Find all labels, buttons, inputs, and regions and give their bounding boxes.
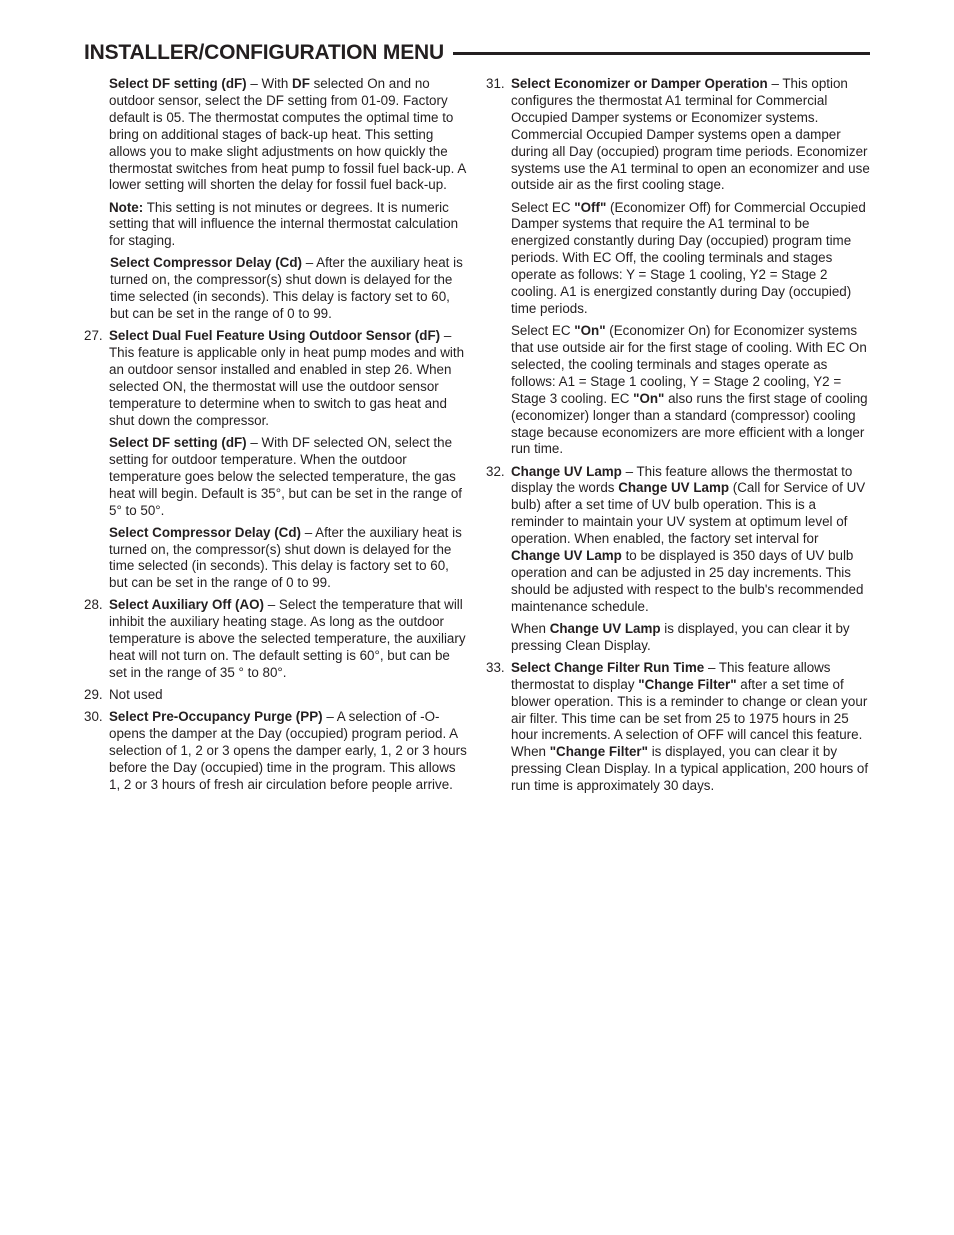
ec-on-label: "On" xyxy=(633,390,665,406)
compressor-delay-title: Select Compressor Delay (Cd) xyxy=(109,524,301,540)
item-number: 33. xyxy=(486,659,505,675)
list-item-28: 28. Select Auxiliary Off (AO) – Select the temperature that will inhibit the auxiliary heating stage. As long as the outdoor temperature is above the selected temperature, the auxiliary heat will not turn on. The default setting is 60°, but can be set in the range of 35 ° to 80°. xyxy=(84,597,466,681)
change-filter-label: "Change Filter" xyxy=(549,744,648,760)
list-item-27: 27. Select Dual Fuel Feature Using Outdoor Sensor (dF) – This feature is applicable only in heat pump modes and with an outdoor sensor installed and enabled in step 26. When selected ON, the thermostat will use the outdoor sensor temperature to determine when to switch to gas heat and shut down the compressor. xyxy=(84,328,465,428)
compressor-delay-title: Select Compressor Delay (Cd) xyxy=(110,255,302,271)
df-label: DF xyxy=(292,76,310,91)
uv-lamp-label: Change UV Lamp xyxy=(618,480,730,496)
compressor-delay-paragraph-2: Select Compressor Delay (Cd) – After the auxiliary heat is turned on, the compressor(s) shut down is delayed for the time selected (in seconds). This delay is factory set to 60, but can be set in the range of 0 to 99. xyxy=(109,524,462,591)
change-filter-title: Select Change Filter Run Time xyxy=(511,659,705,675)
ec-off-paragraph: Select EC "Off" (Economizer Off) for Commercial Occupied Damper systems that require the A1 terminal to be energized constantly during Day (occupied) program time periods. With EC Off, the cooling terminals and stages operate as follows: Y = Stage 1 cooling, Y2 = Stage 2 cooling. A1 is energized constantly during Day (occupied) time periods. xyxy=(511,199,866,316)
item-number: 28. xyxy=(84,597,103,613)
item-number: 29. xyxy=(84,687,103,703)
df-setting-title: Select DF setting (dF) xyxy=(109,434,247,450)
uv-lamp-label: Change UV Lamp xyxy=(549,620,661,636)
pre-occupancy-purge-title: Select Pre-Occupancy Purge (PP) xyxy=(109,709,323,725)
df-setting-outdoor-paragraph: Select DF setting (dF) – With DF selected ON, select the setting for outdoor temperature. When the outdoor temperature goes below the selected temperature, the gas heat will begin. Default is 35°, but can be set in the range of 5° to 50°. xyxy=(109,434,462,518)
uv-lamp-title: Change UV Lamp xyxy=(511,463,622,479)
item-number: 31. xyxy=(486,76,505,91)
left-column xyxy=(84,76,468,799)
auxiliary-off-title: Select Auxiliary Off (AO) xyxy=(109,597,265,613)
note-label: Note: xyxy=(109,199,144,215)
page-title: INSTALLER/CONFIGURATION MENU xyxy=(84,41,444,64)
list-item-29: 29. Not used xyxy=(84,687,163,703)
df-setting-paragraph: Select DF setting (dF) – With DF selected On and no outdoor sensor, select the DF setting from 01-09. Factory default is 05. The thermostat computes the optimal time to bring on additional stages of back-up heat. This setting allows you to make slight adjustments on how quickly the thermostat switches from heat pump to fossil fuel back-up. A lower setting will shorten the delay for fossil fuel back-up. xyxy=(109,76,466,193)
item-number: 30. xyxy=(84,709,103,725)
section-header xyxy=(84,38,870,68)
list-item-32: 32. Change UV Lamp – This feature allows the thermostat to display the words Change UV Lamp (Call for Service of UV bulb) after a set time of UV bulb operation. This is a reminder to maintain your UV system at optimum level of operation. When enabled, the factory set interval for Change UV Lamp to be displayed is 350 days of UV bulb operation and can be adjusted in 25 day increments. This should be adjusted with respect to the bulb's recommended maintenance schedule. xyxy=(486,463,866,614)
ec-on-label: "On" xyxy=(574,323,606,339)
item-number: 27. xyxy=(84,328,103,344)
dual-fuel-title: Select Dual Fuel Feature Using Outdoor Sensor (dF) xyxy=(109,328,441,344)
change-filter-label: "Change Filter" xyxy=(638,676,737,692)
uv-lamp-clear-paragraph: When Change UV Lamp is displayed, you can clear it by pressing Clean Display. xyxy=(511,620,850,653)
uv-lamp-label: Change UV Lamp xyxy=(511,548,622,564)
ec-on-paragraph: Select EC "On" (Economizer On) for Economizer systems that use outside air for the first stage of cooling. With EC On selected, the cooling terminals and stages operate as follows: A1 = Stage 1 cooling, Y = Stage 2 cooling, Y2 = Stage 3 cooling. EC "On" also runs the first stage of cooling (economizer) longer than a standard (compressor) cooling stage because economizers are more efficient with a longer run time. xyxy=(511,323,868,457)
compressor-delay-paragraph: Select Compressor Delay (Cd) – After the auxiliary heat is turned on, the compressor(s) shut down is delayed for the time selected (in seconds). This delay is factory set to 60, but can be set in the range of 0 to 99. xyxy=(110,255,463,322)
note-paragraph: Note: This setting is not minutes or degrees. It is numeric setting that will influence the internal thermostat calculation for staging. xyxy=(109,199,459,249)
df-setting-title: Select DF setting (dF) xyxy=(109,76,247,91)
item-number: 32. xyxy=(486,463,505,479)
economizer-title: Select Economizer or Damper Operation xyxy=(511,76,768,91)
list-item-30: 30. Select Pre-Occupancy Purge (PP) – A selection of -O- opens the damper at the Day (occupied) program period. A selection of 1, 2 or 3 opens the damper early, 1, 2 or 3 hours before the Day (occupied) time in the program. This allows 1, 2 or 3 hours of fresh air circulation before people arrive. xyxy=(84,709,467,792)
list-item-31: 31. Select Economizer or Damper Operation – This option configures the thermostat A1 terminal for Commercial Occupied Damper systems or Economizer systems. Commercial Occupied Damper systems open a damper during all Day (occupied) program time periods. Economizer systems use the A1 terminal to open an economizer and use outside air as the first cooling stage. xyxy=(486,76,870,193)
right-column xyxy=(486,76,870,800)
header-rule xyxy=(453,52,870,55)
list-item-33: 33. Select Change Filter Run Time – This feature allows thermostat to display "Change Filter" after a set time of blower operation. This is a reminder to change or clean your air filter. This time can be set from 25 to 1975 hours in 25 hour increments. A selection of OFF will cancel this feature. When "Change Filter" is displayed, you can clear it by pressing Clean Display. In a typical application, 200 hours of run time is approximately 30 days. xyxy=(486,659,869,794)
ec-off-label: "Off" xyxy=(574,199,607,215)
